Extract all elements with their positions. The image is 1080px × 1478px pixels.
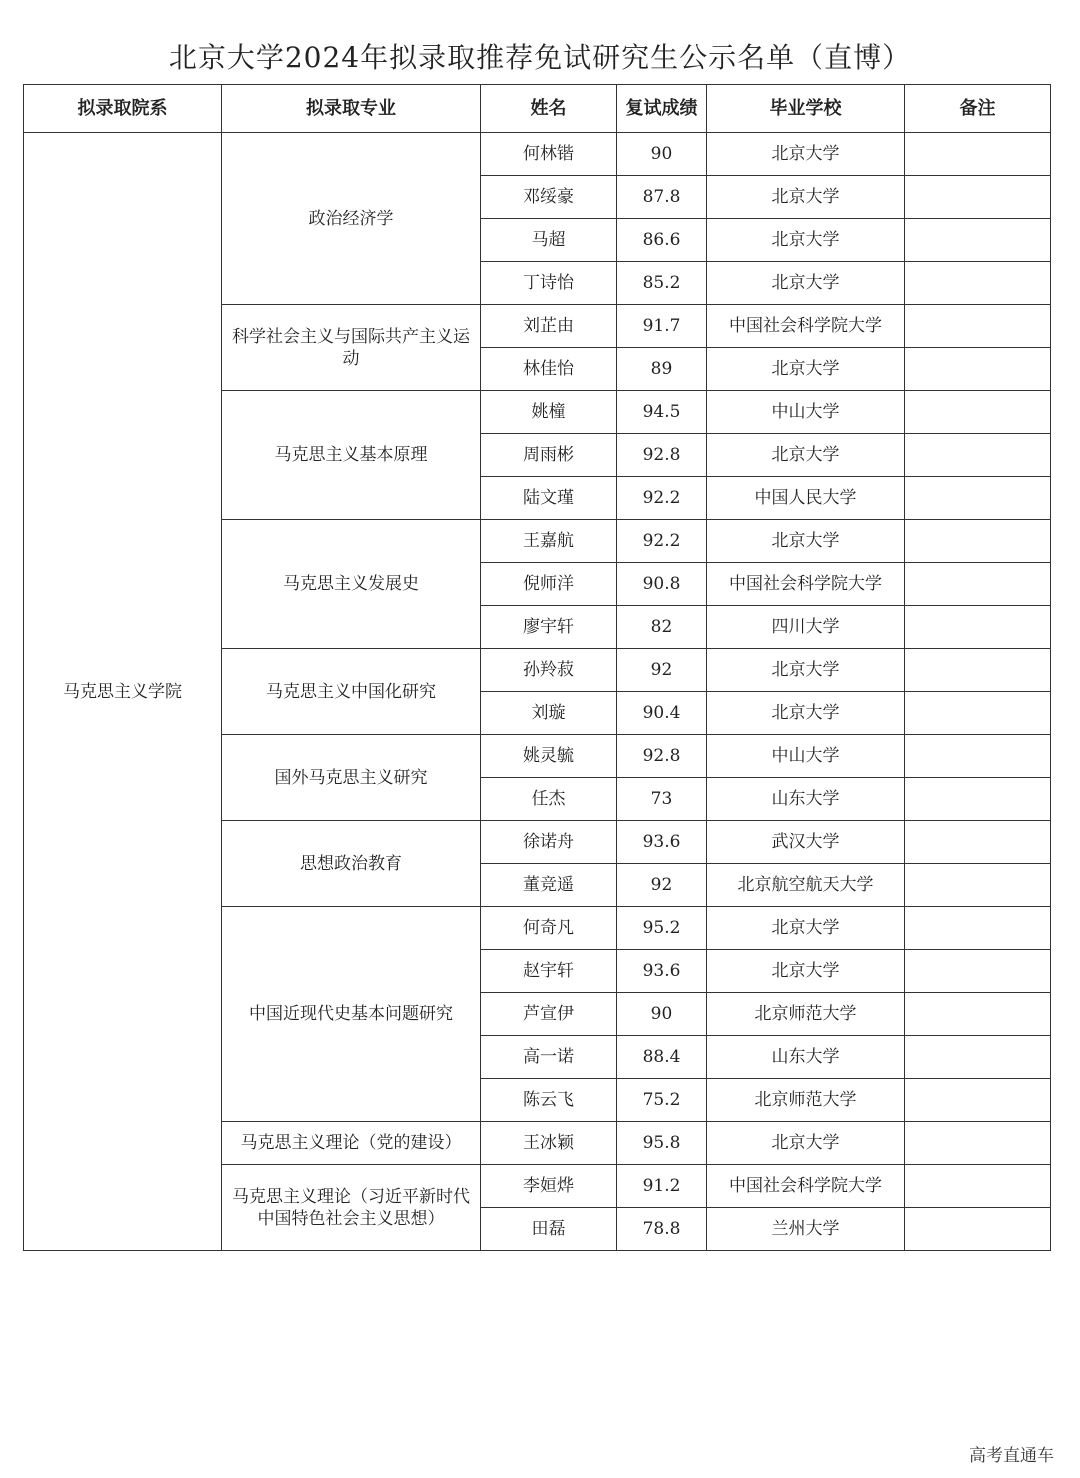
note-cell (905, 1036, 1051, 1079)
school-cell: 山东大学 (707, 778, 905, 821)
name-cell: 陈云飞 (481, 1079, 617, 1122)
note-cell (905, 692, 1051, 735)
school-cell: 北京大学 (707, 133, 905, 176)
name-cell: 丁诗怡 (481, 262, 617, 305)
name-cell: 邓绥豪 (481, 176, 617, 219)
header-name: 姓名 (481, 85, 617, 133)
name-cell: 廖宇轩 (481, 606, 617, 649)
score-cell: 91.7 (617, 305, 707, 348)
school-cell: 北京大学 (707, 1122, 905, 1165)
score-cell: 90.4 (617, 692, 707, 735)
score-cell: 75.2 (617, 1079, 707, 1122)
note-cell (905, 563, 1051, 606)
major-cell: 国外马克思主义研究 (222, 735, 481, 821)
note-cell (905, 219, 1051, 262)
school-cell: 北京师范大学 (707, 993, 905, 1036)
school-cell: 北京大学 (707, 692, 905, 735)
note-cell (905, 735, 1051, 778)
name-cell: 董竞遥 (481, 864, 617, 907)
name-cell: 高一诺 (481, 1036, 617, 1079)
note-cell (905, 907, 1051, 950)
school-cell: 北京航空航天大学 (707, 864, 905, 907)
major-cell: 政治经济学 (222, 133, 481, 305)
score-cell: 92.2 (617, 520, 707, 563)
score-cell: 90 (617, 133, 707, 176)
score-cell: 93.6 (617, 950, 707, 993)
major-cell: 马克思主义中国化研究 (222, 649, 481, 735)
major-cell: 马克思主义理论（习近平新时代中国特色社会主义思想） (222, 1165, 481, 1251)
note-cell (905, 649, 1051, 692)
score-cell: 86.6 (617, 219, 707, 262)
major-cell: 科学社会主义与国际共产主义运动 (222, 305, 481, 391)
name-cell: 王嘉航 (481, 520, 617, 563)
note-cell (905, 821, 1051, 864)
header-note: 备注 (905, 85, 1051, 133)
table-row (24, 133, 1051, 176)
name-cell: 刘璇 (481, 692, 617, 735)
score-cell: 93.6 (617, 821, 707, 864)
major-cell: 马克思主义理论（党的建设） (222, 1122, 481, 1165)
note-cell (905, 262, 1051, 305)
school-cell: 山东大学 (707, 1036, 905, 1079)
note-cell (905, 133, 1051, 176)
score-cell: 95.2 (617, 907, 707, 950)
major-cell: 中国近现代史基本问题研究 (222, 907, 481, 1122)
note-cell (905, 391, 1051, 434)
note-cell (905, 176, 1051, 219)
score-cell: 90.8 (617, 563, 707, 606)
score-cell: 89 (617, 348, 707, 391)
name-cell: 任杰 (481, 778, 617, 821)
school-cell: 北京大学 (707, 907, 905, 950)
name-cell: 陆文瑾 (481, 477, 617, 520)
name-cell: 倪师洋 (481, 563, 617, 606)
note-cell (905, 305, 1051, 348)
department-cell: 马克思主义学院 (24, 133, 222, 1251)
score-cell: 94.5 (617, 391, 707, 434)
score-cell: 92.2 (617, 477, 707, 520)
name-cell: 王冰颖 (481, 1122, 617, 1165)
score-cell: 90 (617, 993, 707, 1036)
school-cell: 北京大学 (707, 520, 905, 563)
score-cell: 92 (617, 864, 707, 907)
school-cell: 北京师范大学 (707, 1079, 905, 1122)
header-school: 毕业学校 (707, 85, 905, 133)
score-cell: 73 (617, 778, 707, 821)
score-cell: 78.8 (617, 1208, 707, 1251)
school-cell: 中山大学 (707, 735, 905, 778)
name-cell: 马超 (481, 219, 617, 262)
major-cell: 思想政治教育 (222, 821, 481, 907)
score-cell: 92 (617, 649, 707, 692)
name-cell: 孙羚菽 (481, 649, 617, 692)
header-dept: 拟录取院系 (24, 85, 222, 133)
school-cell: 北京大学 (707, 176, 905, 219)
score-cell: 92.8 (617, 434, 707, 477)
note-cell (905, 477, 1051, 520)
school-cell: 北京大学 (707, 950, 905, 993)
note-cell (905, 434, 1051, 477)
note-cell (905, 1165, 1051, 1208)
school-cell: 北京大学 (707, 262, 905, 305)
score-cell: 95.8 (617, 1122, 707, 1165)
name-cell: 周雨彬 (481, 434, 617, 477)
note-cell (905, 950, 1051, 993)
school-cell: 武汉大学 (707, 821, 905, 864)
note-cell (905, 1208, 1051, 1251)
school-cell: 中国社会科学院大学 (707, 1165, 905, 1208)
name-cell: 田磊 (481, 1208, 617, 1251)
school-cell: 北京大学 (707, 434, 905, 477)
score-cell: 85.2 (617, 262, 707, 305)
note-cell (905, 606, 1051, 649)
name-cell: 姚橦 (481, 391, 617, 434)
note-cell (905, 520, 1051, 563)
name-cell: 姚灵毓 (481, 735, 617, 778)
note-cell (905, 778, 1051, 821)
table-header-row (24, 85, 1051, 133)
note-cell (905, 864, 1051, 907)
major-cell: 马克思主义发展史 (222, 520, 481, 649)
score-cell: 91.2 (617, 1165, 707, 1208)
header-score: 复试成绩 (617, 85, 707, 133)
admission-table (23, 84, 1051, 1251)
watermark-text: 高考直通车 (969, 1446, 1054, 1466)
school-cell: 中山大学 (707, 391, 905, 434)
score-cell: 88.4 (617, 1036, 707, 1079)
note-cell (905, 1122, 1051, 1165)
major-cell: 马克思主义基本原理 (222, 391, 481, 520)
note-cell (905, 348, 1051, 391)
score-cell: 87.8 (617, 176, 707, 219)
school-cell: 北京大学 (707, 649, 905, 692)
school-cell: 中国人民大学 (707, 477, 905, 520)
name-cell: 徐诺舟 (481, 821, 617, 864)
name-cell: 李姮烨 (481, 1165, 617, 1208)
school-cell: 中国社会科学院大学 (707, 305, 905, 348)
school-cell: 兰州大学 (707, 1208, 905, 1251)
score-cell: 92.8 (617, 735, 707, 778)
note-cell (905, 1079, 1051, 1122)
name-cell: 何林锴 (481, 133, 617, 176)
name-cell: 芦宣伊 (481, 993, 617, 1036)
page-title: 北京大学2024年拟录取推荐免试研究生公示名单（直博） (168, 41, 912, 74)
name-cell: 刘芷由 (481, 305, 617, 348)
table-body (24, 133, 1051, 1251)
school-cell: 中国社会科学院大学 (707, 563, 905, 606)
note-cell (905, 993, 1051, 1036)
header-major: 拟录取专业 (222, 85, 481, 133)
score-cell: 82 (617, 606, 707, 649)
name-cell: 林佳怡 (481, 348, 617, 391)
school-cell: 四川大学 (707, 606, 905, 649)
school-cell: 北京大学 (707, 348, 905, 391)
name-cell: 赵宇轩 (481, 950, 617, 993)
name-cell: 何奇凡 (481, 907, 617, 950)
school-cell: 北京大学 (707, 219, 905, 262)
